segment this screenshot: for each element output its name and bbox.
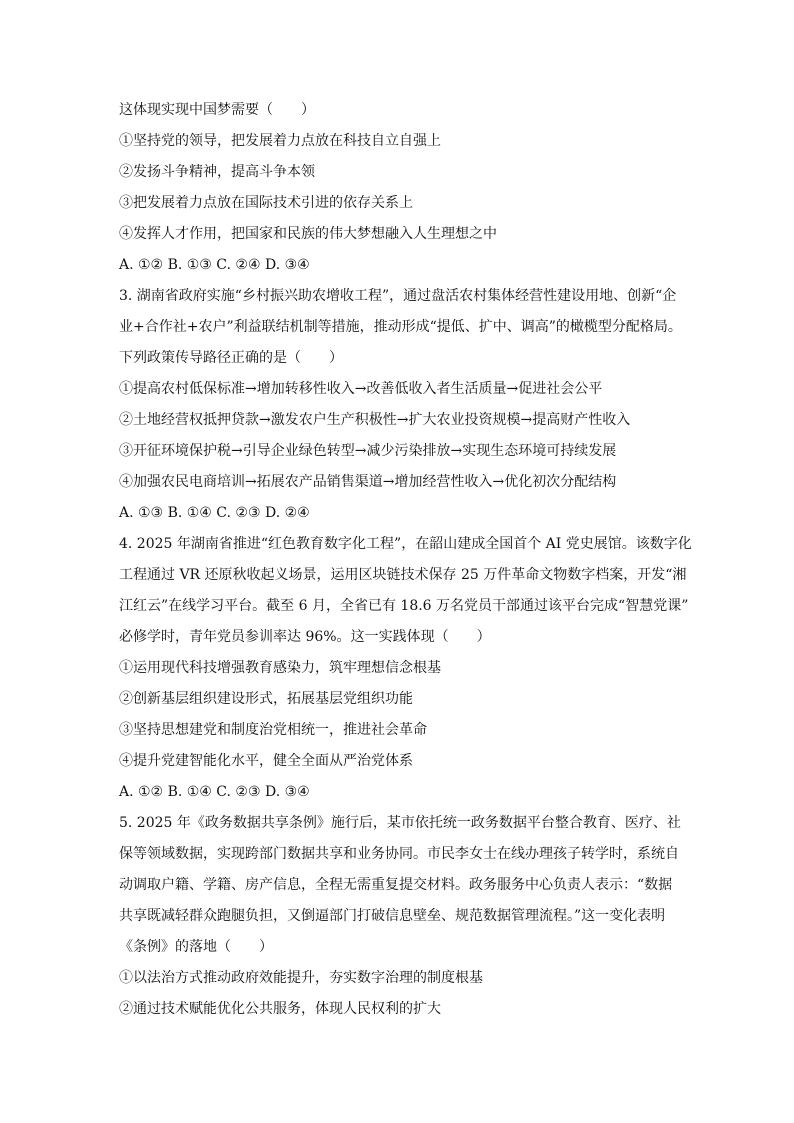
option-1: ①提高农村低保标准→增加转移性收入→改善低收入者生活质量→促进社会公平 — [119, 381, 603, 397]
option-1: ①运用现代科技增强教育感染力，筑牢理想信念根基 — [119, 660, 441, 676]
question-stem-line: 保等领域数据，实现跨部门数据共享和业务协同。市民李女士在线办理孩子转学时，系统自 — [119, 846, 679, 862]
question-4 — [119, 534, 692, 802]
question-3 — [119, 286, 682, 523]
question-stem-line: 4. 2025 年湖南省推进“红色教育数字化工程”，在韶山建成全国首个 AI 党史展馆。该数字化 — [119, 536, 692, 552]
option-4: ④提升党建智能化水平，健全全面从严治党体系 — [119, 753, 413, 769]
option-3: ③坚持思想建党和制度治党相统一，推进社会革命 — [119, 722, 427, 738]
answer-choices: A. ①② B. ①④ C. ②③ D. ③④ — [119, 784, 310, 800]
question-stem-line: 这体现实现中国梦需要（ ） — [119, 102, 315, 118]
option-1: ①坚持党的领导，把发展着力点放在科技自立自强上 — [119, 133, 441, 149]
question-stem-line: 工程通过 VR 还原秋收起义场景，运用区块链技术保存 25 万件革命文物数字档案，开发“湘 — [119, 567, 687, 583]
question-5 — [119, 813, 679, 1019]
question-stem-line: 《条例》的落地（ ） — [119, 939, 273, 955]
question-stem-line: 必修学时，青年党员参训率达 96%。这一实践体现（ ） — [119, 629, 491, 645]
question-stem-line: 业+合作社+农户”利益联结机制等措施，推动形成“提低、扩中、调高”的橄榄型分配格局。 — [119, 319, 682, 335]
question-2 — [119, 100, 679, 275]
answer-choices: A. ①② B. ①③ C. ②④ D. ③④ — [119, 257, 310, 273]
option-4: ④发挥人才作用，把国家和民族的伟大梦想融入人生理想之中 — [119, 226, 497, 242]
option-2: ②土地经营权抵押贷款→激发农户生产积极性→扩大农业投资规模→提高财产性收入 — [119, 412, 631, 428]
option-4: ④加强农民电商培训→拓展农产品销售渠道→增加经营性收入→优化初次分配结构 — [119, 474, 617, 490]
question-stem-line: 3. 湖南省政府实施“乡村振兴助农增收工程”，通过盘活农村集体经营性建设用地、创新“企 — [119, 288, 677, 304]
option-3: ③开征环境保护税→引导企业绿色转型→减少污染排放→实现生态环境可持续发展 — [119, 443, 617, 459]
option-2: ②发扬斗争精神，提高斗争本领 — [119, 164, 315, 180]
question-stem-line: 共享既减轻群众跑腿负担，又倒逼部门打破信息壁垒、规范数据管理流程。”这一变化表明 — [119, 908, 666, 924]
page-content — [119, 100, 692, 1019]
question-stem-line: 下列政策传导路径正确的是（ ） — [119, 350, 343, 366]
option-3: ③把发展着力点放在国际技术引进的依存关系上 — [119, 195, 413, 211]
answer-choices: A. ①③ B. ①④ C. ②③ D. ②④ — [119, 505, 310, 521]
question-stem-line: 江红云”在线学习平台。截至 6 月，全省已有 18.6 万名党员干部通过该平台完成“智慧党课” — [119, 598, 689, 614]
option-2: ②创新基层组织建设形式，拓展基层党组织功能 — [119, 691, 413, 707]
option-1: ①以法治方式推动政府效能提升，夯实数字治理的制度根基 — [119, 970, 483, 986]
question-stem-line: 5. 2025 年《政务数据共享条例》施行后，某市依托统一政务数据平台整合教育、医疗、社 — [119, 815, 681, 831]
question-stem-line: 动调取户籍、学籍、房产信息，全程无需重复提交材料。政务服务中心负责人表示：“数据 — [119, 877, 673, 893]
option-2: ②通过技术赋能优化公共服务，体现人民权利的扩大 — [119, 1001, 441, 1017]
